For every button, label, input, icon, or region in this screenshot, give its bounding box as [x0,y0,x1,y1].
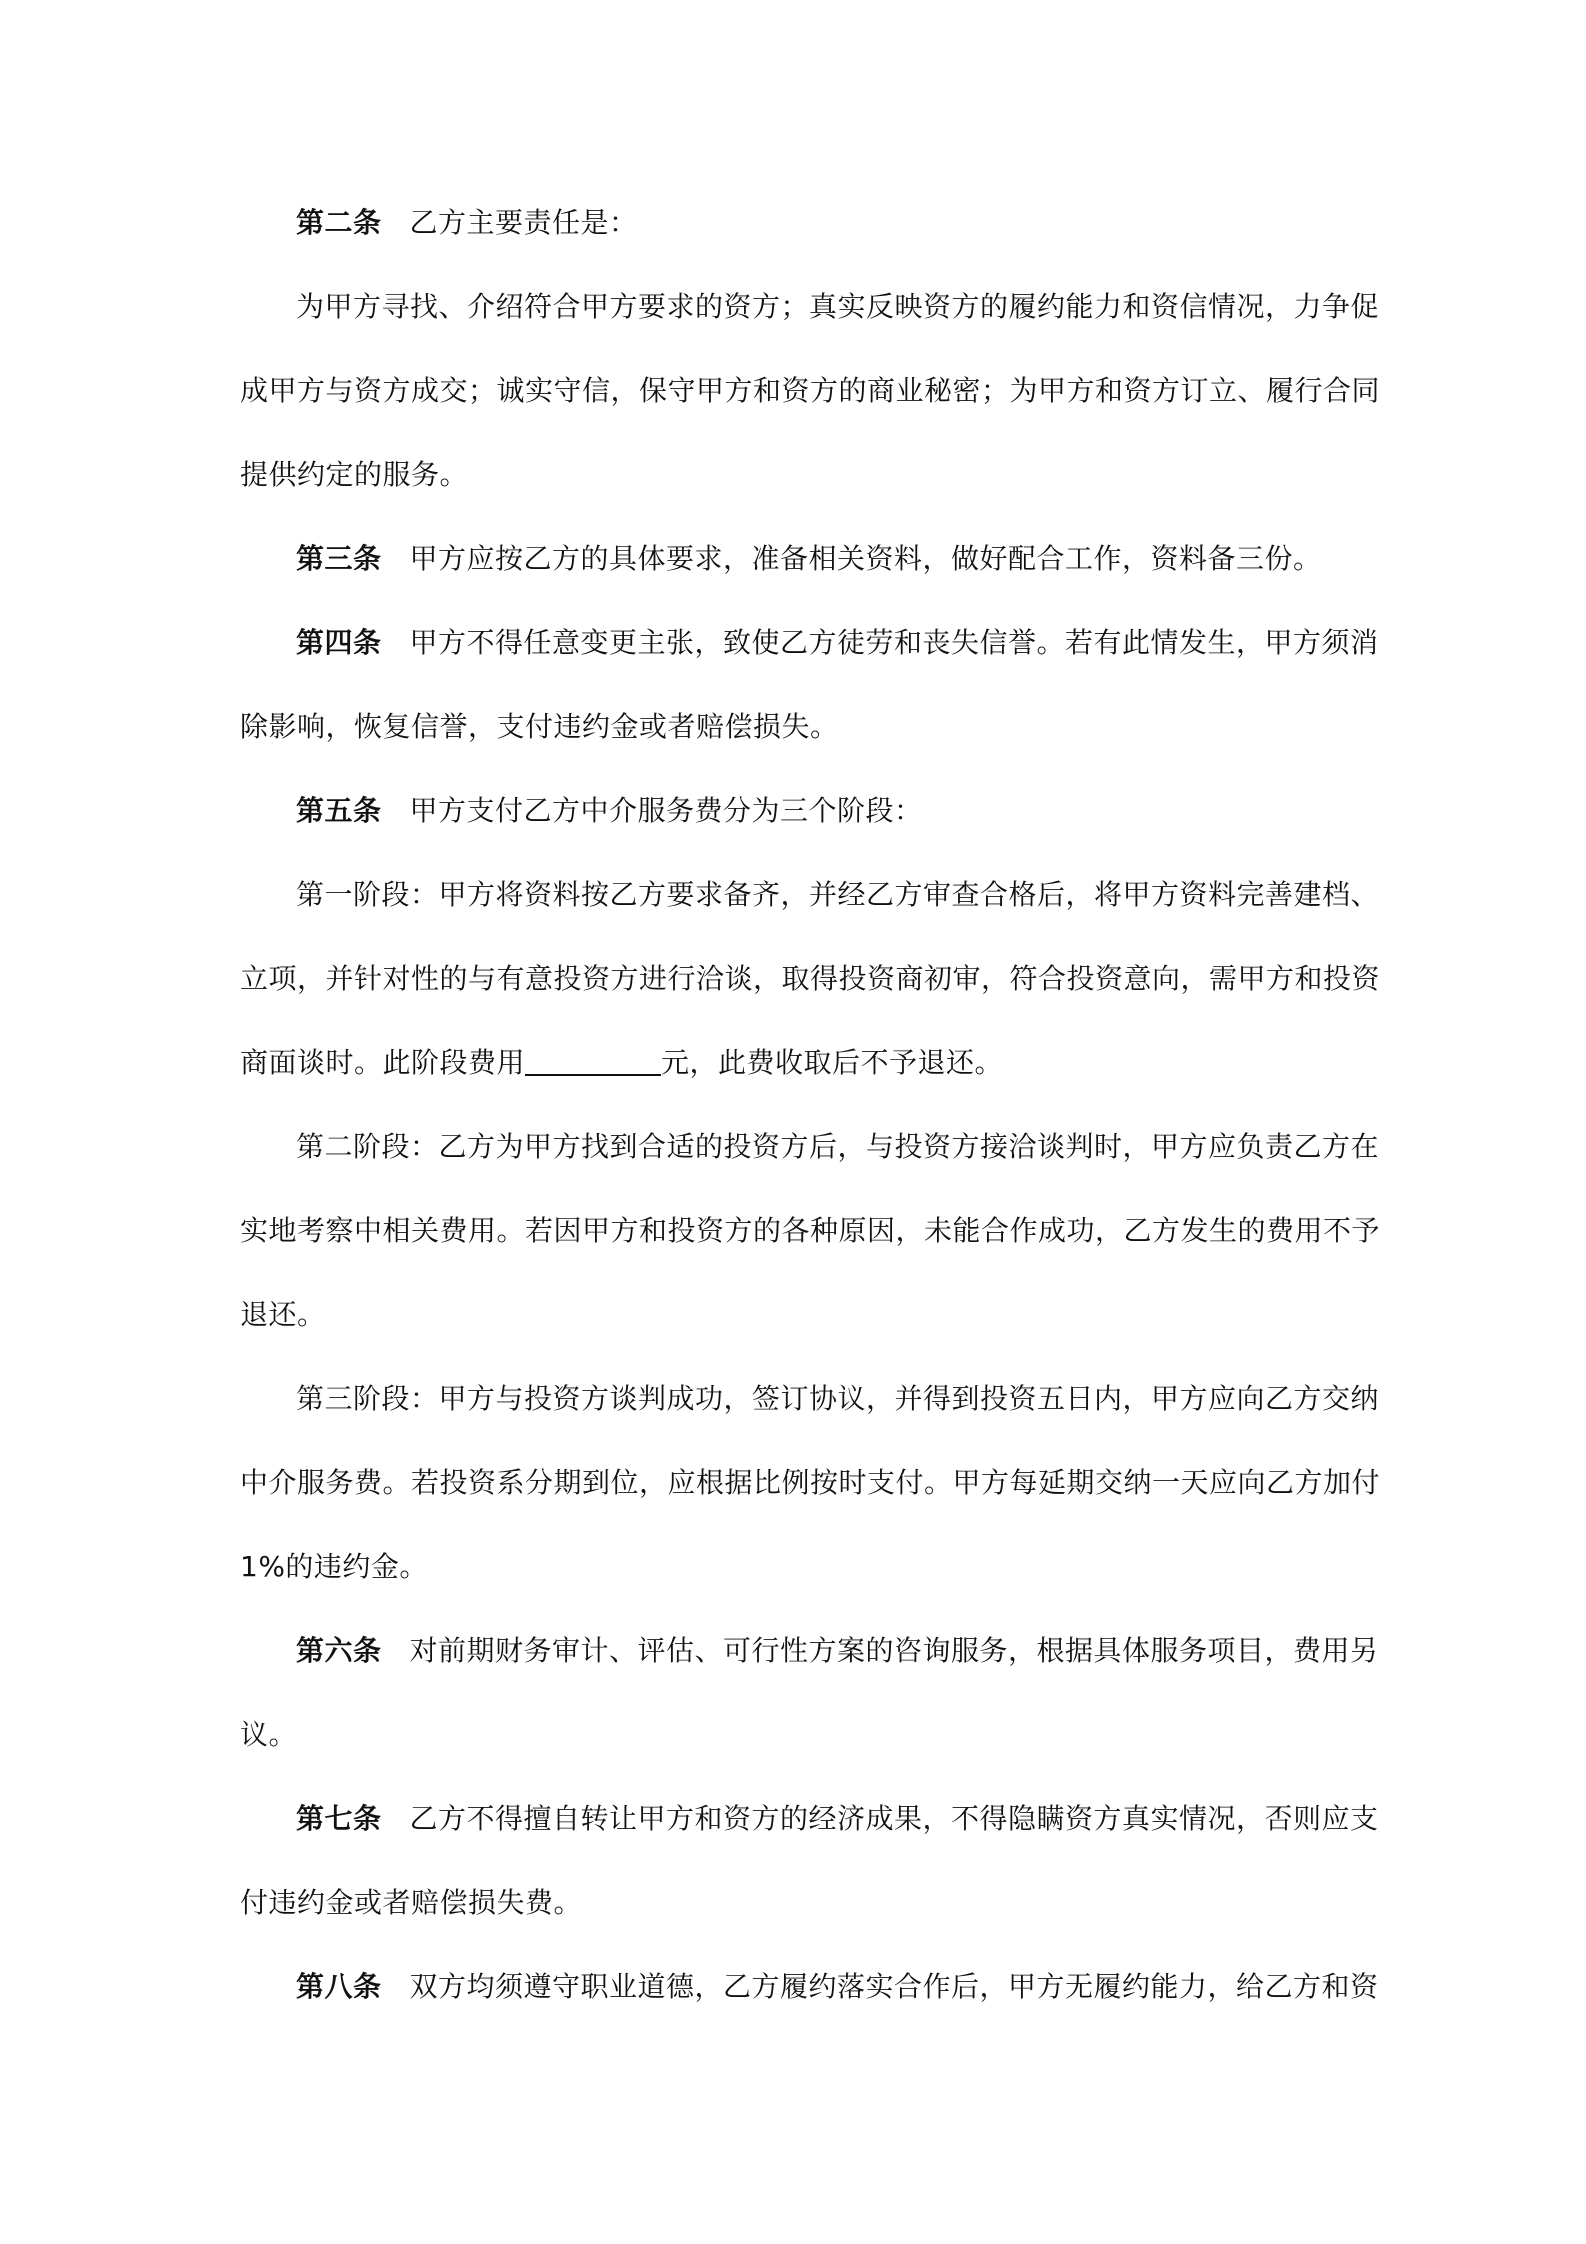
stage-2-line-2: 实地考察中相关费用。若因甲方和投资方的各种原因，未能合作成功，乙方发生的费用不予 [240,1214,1381,1247]
article-6-line-1: 对前期财务审计、评估、可行性方案的咨询服务，根据具体服务项目，费用另 [409,1634,1379,1667]
article-2-line-1: 为甲方寻找、介绍符合甲方要求的资方；真实反映资方的履约能力和资信情况，力争促 [296,290,1380,323]
article-6 [296,1626,1379,1676]
article-2-line-3: 提供约定的服务。 [240,458,469,491]
article-8-label: 第八条 [296,1970,382,2003]
article-7-label: 第七条 [296,1802,382,1835]
article-2-heading-text: 乙方主要责任是： [409,206,638,239]
article-2-label: 第二条 [296,206,382,239]
article-5-label: 第五条 [296,794,382,827]
article-3-label: 第三条 [296,542,382,575]
stage-3-line-2: 中介服务费。若投资系分期到位，应根据比例按时支付。甲方每延期交纳一天应向乙方加付 [240,1466,1381,1499]
article-5-line-1: 甲方支付乙方中介服务费分为三个阶段： [409,794,923,827]
article-7 [296,1794,1379,1844]
stage-1-line-3 [240,1038,1003,1088]
article-3 [296,534,1322,584]
stage-3-line-1: 第三阶段：甲方与投资方谈判成功，签订协议，并得到投资五日内，甲方应向乙方交纳 [296,1382,1380,1415]
article-4-label: 第四条 [296,626,382,659]
article-8-line-1: 双方均须遵守职业道德，乙方履约落实合作后，甲方无履约能力，给乙方和资 [409,1970,1379,2003]
stage-2-line-3: 退还。 [240,1298,326,1331]
article-3-line-1: 甲方应按乙方的具体要求，准备相关资料，做好配合工作，资料备三份。 [409,542,1322,575]
stage-1-fee-suffix: 元，此费收取后不予退还。 [661,1046,1004,1079]
article-4-line-1: 甲方不得任意变更主张，致使乙方徒劳和丧失信誉。若有此情发生，甲方须消 [409,626,1379,659]
stage-3-line-3: 1%的违约金。 [240,1550,428,1583]
article-2-line-2: 成甲方与资方成交；诚实守信，保守甲方和资方的商业秘密；为甲方和资方订立、履行合同 [240,374,1381,407]
article-4 [296,618,1379,668]
fee-amount-blank[interactable] [525,1044,661,1076]
stage-1-fee-prefix: 商面谈时。此阶段费用 [240,1046,526,1079]
article-5 [296,786,923,836]
article-7-line-2: 付违约金或者赔偿损失费。 [240,1886,583,1919]
article-6-line-2: 议。 [240,1718,298,1751]
article-6-label: 第六条 [296,1634,382,1667]
article-7-line-1: 乙方不得擅自转让甲方和资方的经济成果，不得隐瞒资方真实情况，否则应支 [409,1802,1379,1835]
stage-1-line-2: 立项，并针对性的与有意投资方进行洽谈，取得投资商初审，符合投资意向，需甲方和投资 [240,962,1381,995]
article-8 [296,1962,1379,2012]
stage-2-line-1: 第二阶段：乙方为甲方找到合适的投资方后，与投资方接洽谈判时，甲方应负责乙方在 [296,1130,1380,1163]
article-4-line-2: 除影响，恢复信誉，支付违约金或者赔偿损失。 [240,710,839,743]
article-2-heading [296,198,638,248]
stage-1-line-1: 第一阶段：甲方将资料按乙方要求备齐，并经乙方审查合格后，将甲方资料完善建档、 [296,878,1380,911]
